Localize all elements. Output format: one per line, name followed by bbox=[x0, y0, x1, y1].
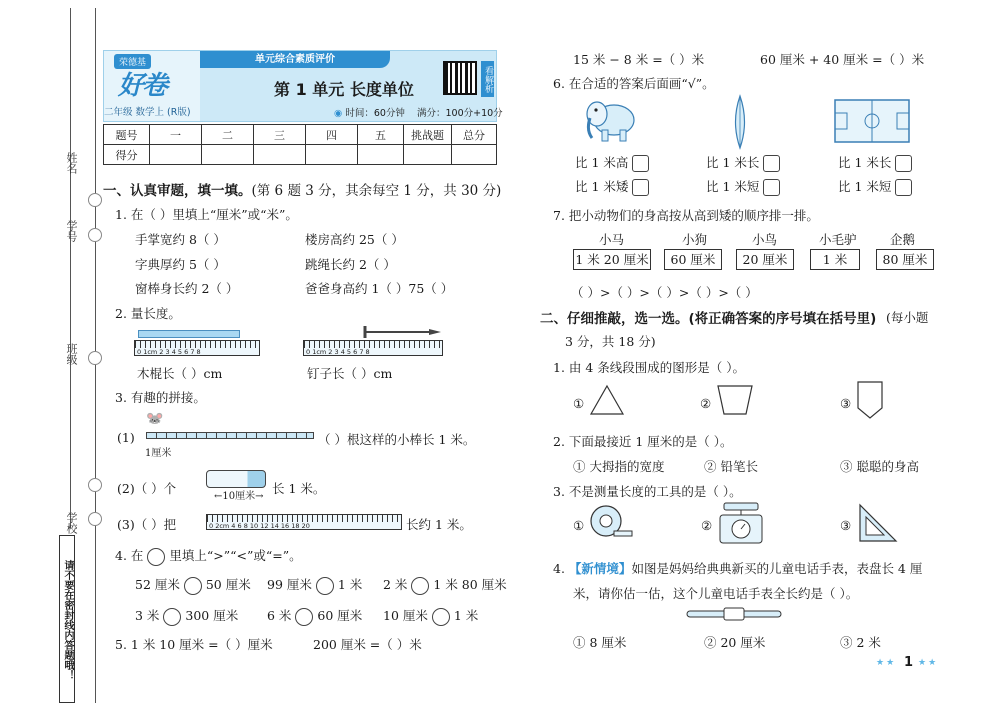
section-two-heading: 二、仔细推敲，选一选。(将正确答案的序号填在括号里) bbox=[540, 311, 877, 327]
score-cell[interactable] bbox=[452, 145, 497, 165]
q5-item: 60 厘米 + 40 厘米 =（ ）米 bbox=[760, 52, 925, 67]
triangle-icon bbox=[589, 384, 625, 416]
option-label: ③ bbox=[840, 396, 852, 411]
pencil-case-image bbox=[206, 470, 266, 488]
q4-stem bbox=[115, 546, 302, 566]
table-cell: 二 bbox=[202, 125, 254, 145]
q3-stem: 3. 有趣的拼接。 bbox=[115, 390, 206, 405]
full-score: 满分：100分+10分 bbox=[417, 108, 503, 119]
binding-hole bbox=[88, 512, 102, 526]
ruler-numbers: 0 2cm 4 6 8 10 12 14 16 18 20 bbox=[209, 522, 310, 530]
ruler-image bbox=[134, 340, 260, 356]
compare-circle[interactable] bbox=[147, 548, 165, 566]
question-text: 如图是妈妈给典典新买的儿童电话手表，表盘长 4 厘 bbox=[631, 561, 923, 576]
page-number: 1 bbox=[904, 655, 914, 670]
ruler-numbers: 0 1cm 2 3 4 5 6 7 8 bbox=[137, 348, 201, 356]
leaf-blade-icon bbox=[729, 94, 751, 150]
qr-label: 看解析 bbox=[481, 61, 494, 97]
qr-code-icon[interactable] bbox=[443, 61, 477, 95]
option-label: ① bbox=[573, 518, 585, 533]
binding-hole bbox=[88, 351, 102, 365]
tape-measure-icon bbox=[588, 503, 634, 545]
table-cell: 总分 bbox=[452, 125, 497, 145]
option-label: ① bbox=[573, 396, 585, 411]
score-cell[interactable] bbox=[358, 145, 404, 165]
compare-item: 99 厘米 1 米 bbox=[267, 575, 362, 595]
q1-item: 字典厚约 5（ ） bbox=[135, 257, 226, 272]
check-box[interactable] bbox=[763, 155, 780, 172]
option-label: ③ 聪聪的身高 bbox=[840, 459, 919, 474]
s2-q1-stem: 1. 由 4 条线段围成的图形是（ ）。 bbox=[553, 360, 746, 375]
compare-item: 3 米 300 厘米 bbox=[135, 606, 238, 626]
score-cell[interactable] bbox=[404, 145, 452, 165]
height-box: 80 厘米 bbox=[876, 249, 934, 270]
s2-q4-line2: 米，请你估一估，这个儿童电话手表全长约是（ ）。 bbox=[573, 586, 859, 601]
section-one-heading bbox=[103, 179, 501, 199]
option-label: ② bbox=[701, 518, 713, 533]
compare-circle[interactable] bbox=[295, 608, 313, 626]
q1-item: 手掌宽约 8（ ） bbox=[135, 232, 226, 247]
q6-option: 比 1 米短 bbox=[706, 177, 780, 196]
decor-stars-icon: ★★ bbox=[918, 658, 939, 668]
ruler-image bbox=[303, 340, 443, 356]
ruler-numbers: 0 1cm 2 3 4 5 6 7 8 bbox=[306, 348, 370, 356]
q5-item: 15 米 − 8 米 =（ ）米 bbox=[573, 52, 705, 67]
binding-hole bbox=[88, 478, 102, 492]
q1-item: 窗棒身长约 2（ ） bbox=[135, 281, 239, 296]
binding-hole bbox=[88, 193, 102, 207]
compare-item: 10 厘米 1 米 bbox=[383, 606, 478, 626]
name-label: 姓名 bbox=[65, 152, 78, 174]
compare-item: 6 米 60 厘米 bbox=[267, 606, 362, 626]
q5-item: 5. 1 米 10 厘米 =（ ）厘米 bbox=[115, 637, 273, 652]
score-cell[interactable] bbox=[202, 145, 254, 165]
sealing-notice: 请不要在密封线内答题哦！ bbox=[59, 535, 75, 703]
nail-icon bbox=[363, 325, 443, 339]
compare-circle[interactable] bbox=[411, 577, 429, 595]
animal-name: 企鹅 bbox=[890, 232, 916, 247]
table-cell: 得分 bbox=[104, 145, 150, 165]
animal-name: 小狗 bbox=[682, 232, 708, 247]
option-label: ② 20 厘米 bbox=[704, 635, 766, 650]
table-row bbox=[104, 125, 497, 145]
binding-hole bbox=[88, 228, 102, 242]
q1-item: 爸爸身高约 1（ ）75（ ） bbox=[305, 281, 454, 296]
q4-stem-b: 里填上“>”“<”或“=”。 bbox=[169, 548, 302, 563]
animal-name: 小毛驴 bbox=[819, 232, 857, 247]
publisher-tag: 荣德基 bbox=[114, 54, 151, 69]
q6-option: 比 1 米矮 bbox=[575, 177, 649, 196]
page-title: 第 1 单元 长度单位 bbox=[274, 80, 414, 99]
animal-name: 小马 bbox=[599, 232, 625, 247]
compare-item: 52 厘米 50 厘米 bbox=[135, 575, 251, 595]
check-box[interactable] bbox=[763, 179, 780, 196]
q2-stem: 2. 量长度。 bbox=[115, 306, 181, 321]
animal-name: 小鸟 bbox=[752, 232, 778, 247]
score-table bbox=[103, 124, 497, 165]
section-title: 一、认真审题，填一填。 bbox=[103, 183, 252, 199]
s2-q2-stem: 2. 下面最接近 1 厘米的是（ ）。 bbox=[553, 434, 733, 449]
q1-stem: 1. 在（ ）里填上“厘米”或“米”。 bbox=[115, 207, 298, 222]
s2-q3-stem: 3. 不是测量长度的工具的是（ ）。 bbox=[553, 484, 742, 499]
decor-stars-icon: ★★ bbox=[876, 658, 897, 668]
mouse-icon: 🐭 bbox=[146, 411, 164, 427]
pentagon-shield-icon bbox=[856, 380, 884, 420]
s2-q4-line1 bbox=[553, 559, 922, 577]
height-box: 60 厘米 bbox=[664, 249, 722, 270]
q5-item: 200 厘米 =（ ）米 bbox=[313, 637, 422, 652]
stick-image bbox=[138, 330, 240, 338]
score-cell[interactable] bbox=[254, 145, 306, 165]
check-box[interactable] bbox=[632, 155, 649, 172]
height-box: 20 厘米 bbox=[736, 249, 794, 270]
order-line: （ ）>（ ）>（ ）>（ ）>（ ） bbox=[571, 285, 758, 300]
option-label: ③ bbox=[840, 518, 852, 533]
question-number: 4. bbox=[553, 561, 565, 576]
q2-answer-stick: 木棍长（ ）cm bbox=[137, 366, 223, 381]
table-cell: 挑战题 bbox=[404, 125, 452, 145]
smart-watch-icon bbox=[686, 607, 782, 621]
q3-part1-label: (1) bbox=[117, 430, 135, 445]
section-note: (每小题 bbox=[886, 310, 929, 325]
compare-circle[interactable] bbox=[184, 577, 202, 595]
basketball-court-icon bbox=[834, 99, 910, 143]
stick-chain-image bbox=[146, 432, 314, 439]
height-box: 1 米 20 厘米 bbox=[573, 249, 651, 270]
ruler-image bbox=[206, 514, 402, 530]
header-banner bbox=[103, 50, 503, 122]
q3-part3-text: 长约 1 米。 bbox=[406, 517, 472, 532]
compare-circle[interactable] bbox=[316, 577, 334, 595]
check-box[interactable] bbox=[895, 155, 912, 172]
q6-stem: 6. 在合适的答案后面画“√”。 bbox=[553, 76, 715, 91]
table-cell: 三 bbox=[254, 125, 306, 145]
exam-time: ◉ 时间：60分钟 bbox=[334, 108, 405, 119]
q1-item: 跳绳长约 2（ ） bbox=[305, 257, 396, 272]
new-context-tag: 【新情境】 bbox=[568, 561, 632, 576]
table-row bbox=[104, 145, 497, 165]
compare-item: 2 米 1 米 80 厘米 bbox=[383, 575, 507, 595]
check-box[interactable] bbox=[895, 179, 912, 196]
binding-line-left bbox=[70, 8, 71, 528]
unit-label: 1厘米 bbox=[145, 448, 172, 459]
q2-answer-nail: 钉子长（ ）cm bbox=[307, 366, 393, 381]
option-label: ③ 2 米 bbox=[840, 635, 881, 650]
set-square-icon bbox=[856, 501, 900, 543]
table-cell: 一 bbox=[150, 125, 202, 145]
q3-part2-text: 长 1 米。 bbox=[272, 481, 326, 496]
option-label: ① 大拇指的宽度 bbox=[573, 459, 665, 474]
q6-option: 比 1 米短 bbox=[838, 177, 912, 196]
compare-circle[interactable] bbox=[432, 608, 450, 626]
unit-label: ←10厘米→ bbox=[214, 491, 264, 502]
option-label: ② 铅笔长 bbox=[704, 459, 758, 474]
time-text: 时间：60分钟 bbox=[345, 108, 405, 119]
trapezoid-icon bbox=[716, 384, 754, 416]
section-note: (第 6 题 3 分，其余每空 1 分，共 30 分) bbox=[251, 183, 502, 199]
compare-circle[interactable] bbox=[163, 608, 181, 626]
option-label: ② bbox=[700, 396, 712, 411]
q3-part2-label: (2)（ ）个 bbox=[117, 481, 177, 496]
q7-stem: 7. 把小动物们的身高按从高到矮的顺序排一排。 bbox=[553, 208, 819, 223]
q6-option: 比 1 米高 bbox=[575, 153, 649, 172]
table-cell: 题号 bbox=[104, 125, 150, 145]
scale-icon bbox=[718, 501, 764, 545]
q1-item: 楼房高约 25（ ） bbox=[305, 232, 404, 247]
section-note: 3 分，共 18 分) bbox=[565, 334, 656, 349]
id-label: 学号 bbox=[65, 220, 78, 242]
table-cell: 五 bbox=[358, 125, 404, 145]
brand-logo: 好卷 bbox=[118, 71, 167, 101]
school-label: 学校 bbox=[65, 512, 78, 534]
score-cell[interactable] bbox=[150, 145, 202, 165]
q4-stem-a: 4. 在 bbox=[115, 548, 144, 563]
class-label: 班级 bbox=[65, 343, 78, 365]
option-label: ① 8 厘米 bbox=[573, 635, 627, 650]
q6-option: 比 1 米长 bbox=[838, 153, 912, 172]
grade-label: 二年级 数学上 (R版) bbox=[104, 107, 191, 118]
score-cell[interactable] bbox=[306, 145, 358, 165]
table-cell: 四 bbox=[306, 125, 358, 145]
elephant-icon bbox=[582, 96, 640, 144]
q3-part1-text: （ ）根这样的小棒长 1 米。 bbox=[318, 432, 476, 447]
q3-part3-label: (3)（ ）把 bbox=[117, 517, 177, 532]
evaluation-band: 单元综合素质评价 bbox=[200, 51, 390, 68]
height-box: 1 米 bbox=[810, 249, 860, 270]
check-box[interactable] bbox=[632, 179, 649, 196]
q6-option: 比 1 米长 bbox=[706, 153, 780, 172]
